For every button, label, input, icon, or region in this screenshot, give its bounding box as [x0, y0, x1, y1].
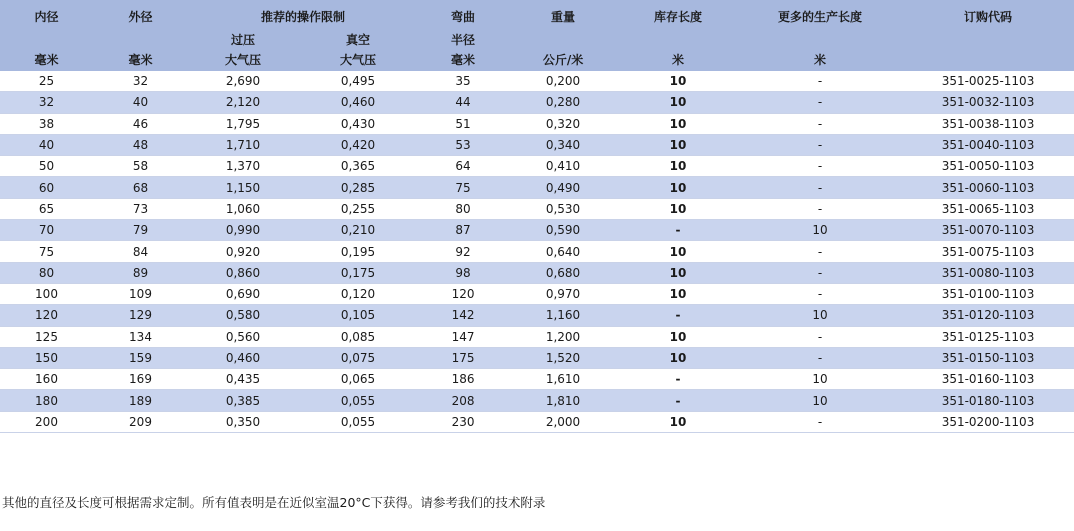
table-row [0, 241, 1074, 262]
cell-vacuum: 0,365 [298, 156, 418, 177]
cell-weight: 2,000 [508, 411, 618, 432]
cell-overpressure: 0,560 [188, 326, 298, 347]
cell-stock-length: 10 [618, 198, 738, 219]
cell-outer-diameter: 169 [93, 369, 188, 390]
table-row [0, 305, 1074, 326]
cell-more-lengths: 10 [738, 369, 902, 390]
cell-overpressure: 1,795 [188, 113, 298, 134]
cell-overpressure: 0,580 [188, 305, 298, 326]
header-empty [0, 30, 93, 48]
cell-stock-length: - [618, 390, 738, 411]
cell-outer-diameter: 79 [93, 220, 188, 241]
table-row [0, 411, 1074, 432]
cell-more-lengths: - [738, 411, 902, 432]
cell-more-lengths: 10 [738, 220, 902, 241]
cell-more-lengths: - [738, 71, 902, 92]
cell-inner-diameter: 40 [0, 134, 93, 155]
cell-vacuum: 0,195 [298, 241, 418, 262]
cell-stock-length: 10 [618, 92, 738, 113]
cell-weight: 0,320 [508, 113, 618, 134]
cell-bend-radius: 53 [418, 134, 508, 155]
header-empty [902, 48, 1074, 71]
cell-weight: 1,160 [508, 305, 618, 326]
cell-inner-diameter: 180 [0, 390, 93, 411]
cell-order-code: 351-0040-1103 [902, 134, 1074, 155]
cell-overpressure: 1,370 [188, 156, 298, 177]
header-empty [738, 30, 902, 48]
cell-stock-length: 10 [618, 71, 738, 92]
cell-vacuum: 0,075 [298, 347, 418, 368]
cell-bend-radius: 51 [418, 113, 508, 134]
cell-vacuum: 0,430 [298, 113, 418, 134]
cell-outer-diameter: 40 [93, 92, 188, 113]
cell-more-lengths: - [738, 156, 902, 177]
cell-bend-radius: 87 [418, 220, 508, 241]
cell-order-code: 351-0120-1103 [902, 305, 1074, 326]
cell-more-lengths: - [738, 283, 902, 304]
cell-inner-diameter: 70 [0, 220, 93, 241]
cell-bend-radius: 35 [418, 71, 508, 92]
cell-bend-radius: 80 [418, 198, 508, 219]
cell-inner-diameter: 125 [0, 326, 93, 347]
cell-vacuum: 0,255 [298, 198, 418, 219]
cell-inner-diameter: 50 [0, 156, 93, 177]
table-row [0, 92, 1074, 113]
header-stock-length: 库存长度 [618, 0, 738, 30]
header-empty [618, 30, 738, 48]
footnote: 其他的直径及长度可根据需求定制。所有值表明是在近似室温20°C下获得。请参考我们的技术附录 [2, 495, 546, 510]
cell-bend-radius: 120 [418, 283, 508, 304]
cell-order-code: 351-0060-1103 [902, 177, 1074, 198]
cell-stock-length: 10 [618, 134, 738, 155]
cell-bend-radius: 44 [418, 92, 508, 113]
cell-order-code: 351-0038-1103 [902, 113, 1074, 134]
cell-more-lengths: - [738, 113, 902, 134]
cell-bend-radius: 186 [418, 369, 508, 390]
cell-overpressure: 0,435 [188, 369, 298, 390]
cell-vacuum: 0,210 [298, 220, 418, 241]
unit-radius: 毫米 [418, 48, 508, 71]
header-vacuum: 真空 [298, 30, 418, 48]
cell-inner-diameter: 60 [0, 177, 93, 198]
cell-weight: 0,200 [508, 71, 618, 92]
table-row [0, 220, 1074, 241]
cell-stock-length: 10 [618, 326, 738, 347]
cell-inner-diameter: 80 [0, 262, 93, 283]
cell-stock-length: - [618, 220, 738, 241]
cell-more-lengths: - [738, 177, 902, 198]
header-order-code: 订购代码 [902, 0, 1074, 30]
cell-stock-length: 10 [618, 177, 738, 198]
header-empty [508, 30, 618, 48]
header-operating-limits: 推荐的操作限制 [188, 0, 418, 30]
cell-stock-length: 10 [618, 347, 738, 368]
cell-outer-diameter: 46 [93, 113, 188, 134]
cell-weight: 1,810 [508, 390, 618, 411]
table-row [0, 262, 1074, 283]
cell-stock-length: - [618, 305, 738, 326]
header-weight: 重量 [508, 0, 618, 30]
cell-outer-diameter: 58 [93, 156, 188, 177]
table-row [0, 390, 1074, 411]
cell-overpressure: 0,460 [188, 347, 298, 368]
cell-inner-diameter: 200 [0, 411, 93, 432]
cell-order-code: 351-0125-1103 [902, 326, 1074, 347]
cell-bend-radius: 75 [418, 177, 508, 198]
cell-overpressure: 1,060 [188, 198, 298, 219]
cell-weight: 1,520 [508, 347, 618, 368]
cell-bend-radius: 64 [418, 156, 508, 177]
cell-weight: 0,590 [508, 220, 618, 241]
cell-overpressure: 0,690 [188, 283, 298, 304]
cell-overpressure: 1,710 [188, 134, 298, 155]
cell-order-code: 351-0025-1103 [902, 71, 1074, 92]
header-empty [93, 30, 188, 48]
cell-order-code: 351-0050-1103 [902, 156, 1074, 177]
cell-inner-diameter: 32 [0, 92, 93, 113]
cell-bend-radius: 147 [418, 326, 508, 347]
cell-overpressure: 1,150 [188, 177, 298, 198]
cell-inner-diameter: 65 [0, 198, 93, 219]
cell-outer-diameter: 48 [93, 134, 188, 155]
cell-order-code: 351-0150-1103 [902, 347, 1074, 368]
cell-inner-diameter: 150 [0, 347, 93, 368]
cell-stock-length: 10 [618, 283, 738, 304]
cell-vacuum: 0,055 [298, 411, 418, 432]
cell-order-code: 351-0160-1103 [902, 369, 1074, 390]
cell-weight: 1,200 [508, 326, 618, 347]
unit-more-lengths: 米 [738, 48, 902, 71]
cell-overpressure: 0,990 [188, 220, 298, 241]
table-row [0, 198, 1074, 219]
cell-overpressure: 0,350 [188, 411, 298, 432]
cell-outer-diameter: 209 [93, 411, 188, 432]
cell-order-code: 351-0070-1103 [902, 220, 1074, 241]
cell-more-lengths: - [738, 262, 902, 283]
cell-weight: 0,970 [508, 283, 618, 304]
cell-outer-diameter: 68 [93, 177, 188, 198]
table-body [0, 71, 1074, 433]
cell-stock-length: 10 [618, 156, 738, 177]
cell-overpressure: 2,690 [188, 71, 298, 92]
header-inner-diameter: 内径 [0, 0, 93, 30]
unit-vacuum: 大气压 [298, 48, 418, 71]
cell-weight: 0,680 [508, 262, 618, 283]
cell-inner-diameter: 120 [0, 305, 93, 326]
cell-overpressure: 0,385 [188, 390, 298, 411]
cell-overpressure: 0,920 [188, 241, 298, 262]
cell-outer-diameter: 129 [93, 305, 188, 326]
cell-order-code: 351-0180-1103 [902, 390, 1074, 411]
cell-vacuum: 0,175 [298, 262, 418, 283]
cell-weight: 0,490 [508, 177, 618, 198]
cell-overpressure: 2,120 [188, 92, 298, 113]
cell-stock-length: 10 [618, 262, 738, 283]
cell-vacuum: 0,120 [298, 283, 418, 304]
cell-stock-length: - [618, 369, 738, 390]
cell-inner-diameter: 25 [0, 71, 93, 92]
cell-outer-diameter: 189 [93, 390, 188, 411]
cell-outer-diameter: 73 [93, 198, 188, 219]
cell-vacuum: 0,085 [298, 326, 418, 347]
cell-bend-radius: 142 [418, 305, 508, 326]
cell-more-lengths: - [738, 198, 902, 219]
cell-overpressure: 0,860 [188, 262, 298, 283]
cell-stock-length: 10 [618, 113, 738, 134]
cell-outer-diameter: 109 [93, 283, 188, 304]
cell-vacuum: 0,065 [298, 369, 418, 390]
cell-inner-diameter: 75 [0, 241, 93, 262]
header-outer-diameter: 外径 [93, 0, 188, 30]
cell-vacuum: 0,285 [298, 177, 418, 198]
table-row [0, 177, 1074, 198]
cell-weight: 0,410 [508, 156, 618, 177]
cell-stock-length: 10 [618, 411, 738, 432]
header-more-lengths: 更多的生产长度 [738, 0, 902, 30]
cell-more-lengths: 10 [738, 390, 902, 411]
cell-more-lengths: - [738, 134, 902, 155]
unit-inner-diameter: 毫米 [0, 48, 93, 71]
cell-weight: 0,530 [508, 198, 618, 219]
cell-more-lengths: - [738, 241, 902, 262]
table-row [0, 156, 1074, 177]
header-empty [902, 30, 1074, 48]
cell-more-lengths: - [738, 92, 902, 113]
cell-bend-radius: 175 [418, 347, 508, 368]
cell-more-lengths: - [738, 326, 902, 347]
cell-order-code: 351-0075-1103 [902, 241, 1074, 262]
cell-more-lengths: - [738, 347, 902, 368]
cell-vacuum: 0,495 [298, 71, 418, 92]
table-row [0, 134, 1074, 155]
header-bend: 弯曲 [418, 0, 508, 30]
cell-vacuum: 0,055 [298, 390, 418, 411]
cell-bend-radius: 230 [418, 411, 508, 432]
cell-bend-radius: 98 [418, 262, 508, 283]
table-header [0, 0, 1074, 71]
header-radius: 半径 [418, 30, 508, 48]
cell-weight: 0,280 [508, 92, 618, 113]
table-row [0, 326, 1074, 347]
table-row [0, 283, 1074, 304]
cell-order-code: 351-0065-1103 [902, 198, 1074, 219]
unit-stock-length: 米 [618, 48, 738, 71]
cell-order-code: 351-0080-1103 [902, 262, 1074, 283]
cell-weight: 1,610 [508, 369, 618, 390]
table-row [0, 347, 1074, 368]
cell-vacuum: 0,460 [298, 92, 418, 113]
cell-outer-diameter: 89 [93, 262, 188, 283]
cell-order-code: 351-0100-1103 [902, 283, 1074, 304]
cell-inner-diameter: 160 [0, 369, 93, 390]
cell-inner-diameter: 100 [0, 283, 93, 304]
unit-outer-diameter: 毫米 [93, 48, 188, 71]
cell-weight: 0,640 [508, 241, 618, 262]
cell-outer-diameter: 84 [93, 241, 188, 262]
cell-bend-radius: 92 [418, 241, 508, 262]
cell-inner-diameter: 38 [0, 113, 93, 134]
cell-outer-diameter: 32 [93, 71, 188, 92]
cell-order-code: 351-0200-1103 [902, 411, 1074, 432]
table-row [0, 113, 1074, 134]
header-overpressure: 过压 [188, 30, 298, 48]
cell-bend-radius: 208 [418, 390, 508, 411]
unit-overpressure: 大气压 [188, 48, 298, 71]
cell-more-lengths: 10 [738, 305, 902, 326]
cell-weight: 0,340 [508, 134, 618, 155]
table-row [0, 71, 1074, 92]
cell-vacuum: 0,105 [298, 305, 418, 326]
cell-vacuum: 0,420 [298, 134, 418, 155]
cell-outer-diameter: 159 [93, 347, 188, 368]
table-row [0, 369, 1074, 390]
cell-order-code: 351-0032-1103 [902, 92, 1074, 113]
cell-outer-diameter: 134 [93, 326, 188, 347]
cell-stock-length: 10 [618, 241, 738, 262]
unit-weight: 公斤/米 [508, 48, 618, 71]
